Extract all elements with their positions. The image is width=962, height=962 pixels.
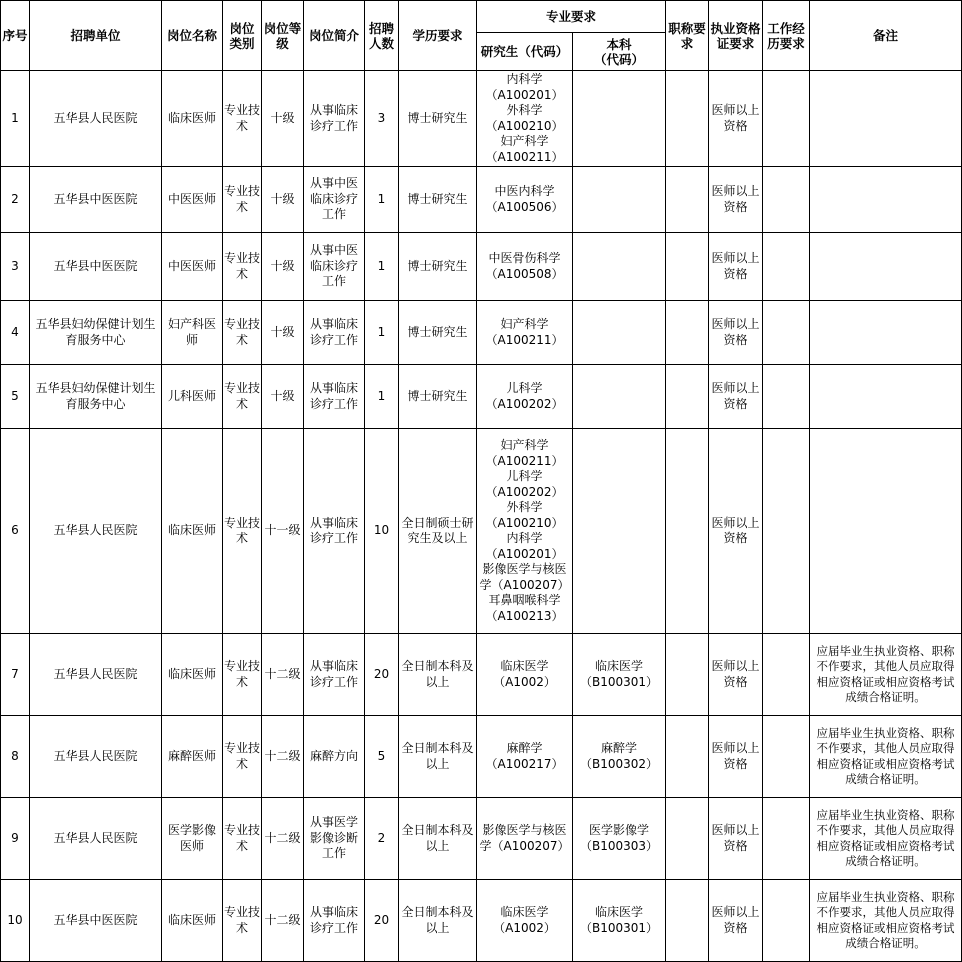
table-row (1, 233, 962, 301)
cell-major-grad (477, 716, 573, 798)
major-line: 临床医学 (500, 905, 549, 919)
cell-post-desc: 从事中医临床诊疗工作 (304, 167, 365, 233)
cell-major-grad (477, 798, 573, 880)
cell-education: 全日制本科及以上 (399, 880, 477, 962)
major-line: 妇产科学 (500, 134, 549, 148)
cell-post-level: 十级 (262, 365, 304, 429)
cell-unit: 五华县中医医院 (30, 233, 162, 301)
cell-experience (763, 880, 810, 962)
cell-education: 全日制本科及以上 (399, 634, 477, 716)
major-line: （A100217） (485, 756, 564, 771)
cell-post-desc: 从事临床诊疗工作 (304, 634, 365, 716)
major-line: （A100508） (485, 266, 564, 281)
cell-unit: 五华县妇幼保健计划生育服务中心 (30, 365, 162, 429)
cell-major-grad (477, 301, 573, 365)
cell-remark: 应届毕业生执业资格、职称不作要求，其他人员应取得相应资格证或相应资格考试成绩合格证明。 (810, 634, 962, 716)
cell-education: 博士研究生 (399, 365, 477, 429)
cell-post-name: 中医医师 (162, 167, 223, 233)
table-row (1, 798, 962, 880)
major-line: 耳鼻咽喉科学 (488, 593, 561, 607)
major-line: （B100302） (579, 756, 659, 771)
cell-title-req (666, 71, 709, 167)
cell-license: 医师以上资格 (709, 716, 763, 798)
cell-post-name: 临床医师 (162, 71, 223, 167)
cell-license: 医师以上资格 (709, 71, 763, 167)
major-line: （A100211） (485, 332, 564, 347)
table-row (1, 880, 962, 962)
cell-post-desc: 从事临床诊疗工作 (304, 365, 365, 429)
header-major-grad: 研究生（代码） (477, 33, 573, 71)
header-major-bach-line2: （代码） (594, 51, 645, 67)
cell-education: 全日制硕士研究生及以上 (399, 429, 477, 634)
header-seq: 序号 (1, 1, 30, 71)
major-line: 儿科学 (506, 381, 543, 395)
cell-unit: 五华县人民医院 (30, 716, 162, 798)
table-row (1, 71, 962, 167)
major-line: （A100201） (485, 546, 564, 561)
cell-post-name: 医学影像医师 (162, 798, 223, 880)
major-line: （A100201） (485, 87, 564, 102)
table-row (1, 634, 962, 716)
cell-major-bach (573, 880, 666, 962)
cell-post-level: 十二级 (262, 880, 304, 962)
cell-post-level: 十二级 (262, 716, 304, 798)
cell-unit: 五华县中医医院 (30, 880, 162, 962)
cell-major-bach (573, 167, 666, 233)
major-line: （A1002） (493, 920, 556, 935)
cell-count: 5 (365, 716, 399, 798)
header-remark: 备注 (810, 1, 962, 71)
cell-seq: 5 (1, 365, 30, 429)
cell-count: 1 (365, 301, 399, 365)
cell-major-bach (573, 716, 666, 798)
cell-unit: 五华县人民医院 (30, 71, 162, 167)
cell-title-req (666, 429, 709, 634)
major-line: （A100202） (485, 396, 564, 411)
cell-education: 博士研究生 (399, 301, 477, 365)
cell-remark (810, 167, 962, 233)
major-line: （A100213） (485, 608, 564, 623)
cell-seq: 6 (1, 429, 30, 634)
cell-title-req (666, 365, 709, 429)
cell-experience (763, 365, 810, 429)
cell-experience (763, 233, 810, 301)
major-line: （A100506） (485, 199, 564, 214)
cell-seq: 9 (1, 798, 30, 880)
header-major-bach (573, 33, 666, 71)
cell-title-req (666, 716, 709, 798)
major-line: 内科学 (506, 72, 543, 86)
cell-post-name: 临床医师 (162, 880, 223, 962)
cell-major-grad (477, 880, 573, 962)
cell-post-type: 专业技术 (223, 880, 262, 962)
cell-post-type: 专业技术 (223, 429, 262, 634)
cell-education: 博士研究生 (399, 233, 477, 301)
cell-seq: 10 (1, 880, 30, 962)
major-line: （A100210） (485, 118, 564, 133)
cell-post-type: 专业技术 (223, 798, 262, 880)
table-row (1, 716, 962, 798)
cell-post-type: 专业技术 (223, 634, 262, 716)
cell-major-grad (477, 429, 573, 634)
cell-remark: 应届毕业生执业资格、职称不作要求，其他人员应取得相应资格证或相应资格考试成绩合格证明。 (810, 798, 962, 880)
cell-license: 医师以上资格 (709, 429, 763, 634)
cell-remark (810, 71, 962, 167)
cell-major-grad (477, 167, 573, 233)
major-line: （A100202） (485, 484, 564, 499)
cell-education: 博士研究生 (399, 167, 477, 233)
cell-major-grad (477, 71, 573, 167)
cell-education: 博士研究生 (399, 71, 477, 167)
cell-major-grad (477, 634, 573, 716)
cell-count: 20 (365, 634, 399, 716)
major-line: 临床医学 (595, 905, 644, 919)
cell-unit: 五华县人民医院 (30, 798, 162, 880)
cell-post-type: 专业技术 (223, 365, 262, 429)
cell-post-type: 专业技术 (223, 233, 262, 301)
cell-unit: 五华县人民医院 (30, 634, 162, 716)
cell-license: 医师以上资格 (709, 634, 763, 716)
major-line: （A1002） (493, 674, 556, 689)
major-line: 外科学 (506, 103, 543, 117)
major-line: （A100211） (485, 149, 564, 164)
cell-major-grad (477, 365, 573, 429)
table-row (1, 167, 962, 233)
cell-major-bach (573, 233, 666, 301)
cell-post-level: 十二级 (262, 634, 304, 716)
cell-post-desc: 麻醉方向 (304, 716, 365, 798)
cell-seq: 2 (1, 167, 30, 233)
cell-license: 医师以上资格 (709, 301, 763, 365)
cell-remark (810, 301, 962, 365)
cell-seq: 3 (1, 233, 30, 301)
cell-post-name: 中医医师 (162, 233, 223, 301)
cell-count: 10 (365, 429, 399, 634)
major-line: 影像医学与核医学（A100207） (479, 562, 570, 592)
cell-education: 全日制本科及以上 (399, 798, 477, 880)
cell-post-desc: 从事医学影像诊断工作 (304, 798, 365, 880)
cell-experience (763, 798, 810, 880)
cell-post-name: 临床医师 (162, 634, 223, 716)
major-line: 妇产科学 (500, 317, 549, 331)
major-line: 儿科学 (506, 469, 543, 483)
cell-post-name: 儿科医师 (162, 365, 223, 429)
cell-count: 20 (365, 880, 399, 962)
cell-seq: 8 (1, 716, 30, 798)
cell-major-bach (573, 301, 666, 365)
cell-seq: 7 (1, 634, 30, 716)
cell-unit: 五华县妇幼保健计划生育服务中心 (30, 301, 162, 365)
table-body (1, 71, 962, 962)
cell-major-bach (573, 798, 666, 880)
cell-experience (763, 429, 810, 634)
cell-count: 3 (365, 71, 399, 167)
cell-major-grad (477, 233, 573, 301)
cell-count: 1 (365, 167, 399, 233)
cell-title-req (666, 880, 709, 962)
cell-title-req (666, 233, 709, 301)
header-count: 招聘人数 (365, 1, 399, 71)
header-post-level: 岗位等级 (262, 1, 304, 71)
header-post-name: 岗位名称 (162, 1, 223, 71)
cell-post-type: 专业技术 (223, 716, 262, 798)
cell-post-desc: 从事临床诊疗工作 (304, 429, 365, 634)
header-education: 学历要求 (399, 1, 477, 71)
cell-unit: 五华县中医医院 (30, 167, 162, 233)
cell-post-level: 十级 (262, 301, 304, 365)
cell-remark (810, 429, 962, 634)
cell-major-bach (573, 429, 666, 634)
cell-post-type: 专业技术 (223, 71, 262, 167)
major-line: 中医内科学 (494, 184, 555, 198)
table-row (1, 301, 962, 365)
major-line: 麻醉学 (601, 741, 638, 755)
cell-post-desc: 从事临床诊疗工作 (304, 71, 365, 167)
table-row (1, 365, 962, 429)
cell-count: 1 (365, 233, 399, 301)
cell-education: 全日制本科及以上 (399, 716, 477, 798)
cell-post-level: 十二级 (262, 798, 304, 880)
cell-post-type: 专业技术 (223, 167, 262, 233)
cell-license: 医师以上资格 (709, 880, 763, 962)
major-line: 临床医学 (500, 659, 549, 673)
major-line: （A100210） (485, 515, 564, 530)
cell-unit: 五华县人民医院 (30, 429, 162, 634)
cell-post-desc: 从事中医临床诊疗工作 (304, 233, 365, 301)
cell-license: 医师以上资格 (709, 365, 763, 429)
header-major-group: 专业要求 (477, 1, 666, 33)
cell-post-level: 十一级 (262, 429, 304, 634)
cell-major-bach (573, 365, 666, 429)
header-title-req: 职称要求 (666, 1, 709, 71)
cell-remark (810, 365, 962, 429)
major-line: 内科学 (506, 531, 543, 545)
cell-remark (810, 233, 962, 301)
cell-post-type: 专业技术 (223, 301, 262, 365)
cell-post-desc: 从事临床诊疗工作 (304, 880, 365, 962)
cell-post-name: 妇产科医师 (162, 301, 223, 365)
cell-post-desc: 从事临床诊疗工作 (304, 301, 365, 365)
cell-license: 医师以上资格 (709, 167, 763, 233)
cell-title-req (666, 167, 709, 233)
major-line: （B100301） (579, 674, 659, 689)
header-post-desc: 岗位简介 (304, 1, 365, 71)
major-line: 妇产科学 (500, 438, 549, 452)
header-license: 执业资格证要求 (709, 1, 763, 71)
major-line: 外科学 (506, 500, 543, 514)
cell-post-level: 十级 (262, 167, 304, 233)
cell-experience (763, 634, 810, 716)
major-line: （A100211） (485, 453, 564, 468)
header-experience: 工作经历要求 (763, 1, 810, 71)
major-line: （B100301） (579, 920, 659, 935)
cell-post-level: 十级 (262, 71, 304, 167)
header-major-bach-line1: 本科 (606, 36, 632, 52)
cell-major-bach (573, 634, 666, 716)
cell-title-req (666, 798, 709, 880)
major-line: 影像医学与核医学（A100207） (479, 823, 570, 853)
major-line: 麻醉学 (506, 741, 543, 755)
major-line: 医学影像学 (589, 823, 650, 837)
table-row (1, 429, 962, 634)
major-line: 临床医学 (595, 659, 644, 673)
cell-seq: 4 (1, 301, 30, 365)
cell-remark: 应届毕业生执业资格、职称不作要求，其他人员应取得相应资格证或相应资格考试成绩合格证明。 (810, 716, 962, 798)
cell-seq: 1 (1, 71, 30, 167)
cell-post-name: 临床医师 (162, 429, 223, 634)
cell-count: 1 (365, 365, 399, 429)
cell-remark: 应届毕业生执业资格、职称不作要求，其他人员应取得相应资格证或相应资格考试成绩合格证明。 (810, 880, 962, 962)
cell-experience (763, 71, 810, 167)
cell-license: 医师以上资格 (709, 798, 763, 880)
cell-post-level: 十级 (262, 233, 304, 301)
cell-experience (763, 167, 810, 233)
cell-title-req (666, 634, 709, 716)
cell-count: 2 (365, 798, 399, 880)
cell-title-req (666, 301, 709, 365)
cell-experience (763, 301, 810, 365)
cell-experience (763, 716, 810, 798)
cell-major-bach (573, 71, 666, 167)
header-post-type: 岗位类别 (223, 1, 262, 71)
cell-post-name: 麻醉医师 (162, 716, 223, 798)
major-line: （B100303） (579, 838, 659, 853)
header-unit: 招聘单位 (30, 1, 162, 71)
major-line: 中医骨伤科学 (488, 251, 561, 265)
cell-license: 医师以上资格 (709, 233, 763, 301)
